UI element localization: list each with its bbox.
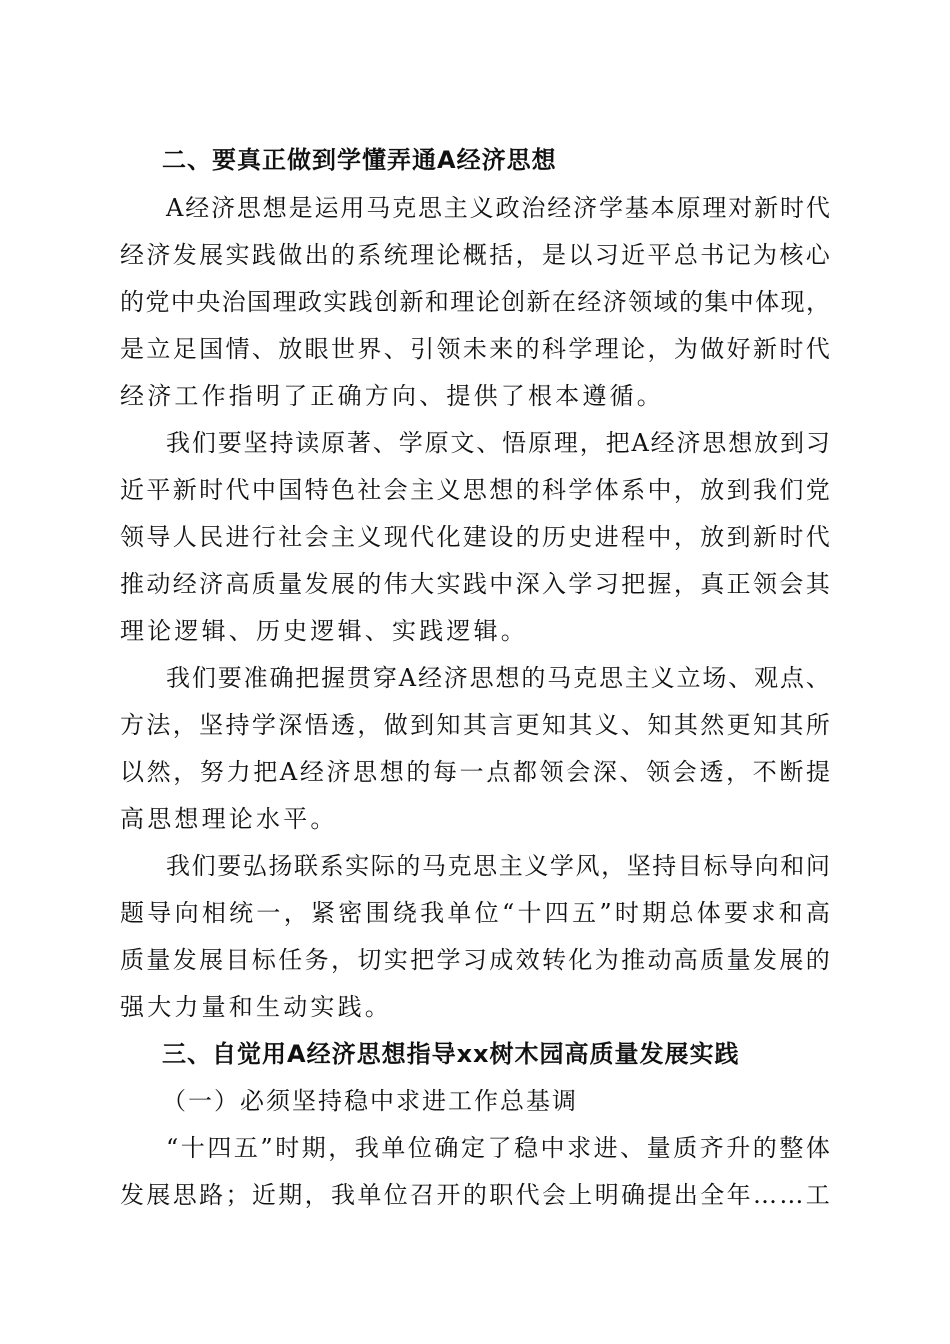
paragraph-line: 我 们 要 准 确 把 握 贯 穿 A 经 济 思 想 的 马 克 思 主 义 立 场 、 观 点 、 [166, 664, 830, 692]
paragraph-line: 的 党 中 央 治 国 理 政 实 践 创 新 和 理 论 创 新 在 经 济 领 域 的 集 中 体 现 ， [120, 288, 830, 316]
paragraph-line: 经济工作指明了正确方向、提供了根本遵循。 [120, 382, 664, 410]
paragraph-line: A 经 济 思 想 是 运 用 马 克 思 主 义 政 治 经 济 学 基 本 原 理 对 新 时 代 [166, 194, 830, 222]
paragraph-line: 我 们 要 弘 扬 联 系 实 际 的 马 克 思 主 义 学 风 ， 坚 持 目 标 导 向 和 问 [166, 852, 830, 880]
paragraph-line: 方 法 ， 坚 持 学 深 悟 透 ， 做 到 知 其 言 更 知 其 义 、 知 其 然 更 知 其 所 [120, 711, 830, 739]
section-heading-3: 三、自觉用A经济思想指导xx树木园高质量发展实践 [162, 1040, 740, 1068]
subsection-heading-1: （一）必须坚持稳中求进工作总基调 [162, 1087, 578, 1115]
paragraph-line: 推 动 经 济 高 质 量 发 展 的 伟 大 实 践 中 深 入 学 习 把 握 ， 真 正 领 会 其 [120, 570, 830, 598]
paragraph-line: 题 导 向 相 统 一 ， 紧 密 围 绕 我 单 位 “ 十 四 五 ” 时 期 总 体 要 求 和 高 [120, 899, 830, 927]
paragraph-line: 领 导 人 民 进 行 社 会 主 义 现 代 化 建 设 的 历 史 进 程 中 ， 放 到 新 时 代 [120, 523, 830, 551]
paragraph-line: 近 平 新 时 代 中 国 特 色 社 会 主 义 思 想 的 科 学 体 系 中 ， 放 到 我 们 党 [120, 476, 830, 504]
paragraph-line: 强大力量和生动实践。 [120, 993, 392, 1021]
paragraph-line: 发 展 思 路 ； 近 期 ， 我 单 位 召 开 的 职 代 会 上 明 确 提 出 全 年 … … 工 [120, 1181, 830, 1209]
paragraph-line: 经 济 发 展 实 践 做 出 的 系 统 理 论 概 括 ， 是 以 习 近 平 总 书 记 为 核 心 [120, 241, 830, 269]
paragraph-line: 我 们 要 坚 持 读 原 著 、 学 原 文 、 悟 原 理 ， 把 A 经 济 思 想 放 到 习 [166, 429, 830, 457]
paragraph-line: 高思想理论水平。 [120, 805, 338, 833]
paragraph-line: 是 立 足 国 情 、 放 眼 世 界 、 引 领 未 来 的 科 学 理 论 ， 为 做 好 新 时 代 [120, 335, 830, 363]
paragraph-line: 理论逻辑、历史逻辑、实践逻辑。 [120, 617, 528, 645]
paragraph-line: “ 十 四 五 ” 时 期 ， 我 单 位 确 定 了 稳 中 求 进 、 量 质 齐 升 的 整 体 [166, 1134, 830, 1162]
paragraph-line: 质 量 发 展 目 标 任 务 ， 切 实 把 学 习 成 效 转 化 为 推 动 高 质 量 发 展 的 [120, 946, 830, 974]
paragraph-line: 以 然 ， 努 力 把 A 经 济 思 想 的 每 一 点 都 领 会 深 、 领 会 透 ， 不 断 提 [120, 758, 830, 786]
section-heading-2: 二、要真正做到学懂弄通A经济思想 [162, 146, 557, 174]
